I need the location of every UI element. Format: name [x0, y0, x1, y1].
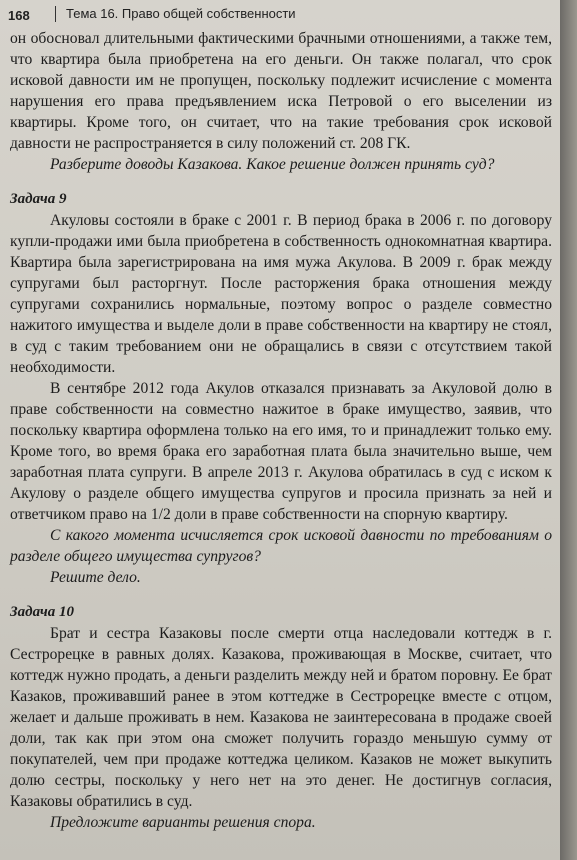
- task-9-title: Задача 9: [10, 191, 67, 207]
- spacer: [10, 588, 552, 602]
- task-10-question: Предложите варианты решения спора.: [50, 814, 316, 831]
- task-9-instruction: Решите дело.: [50, 569, 141, 586]
- intro-question: Разберите доводы Казакова. Какое решение должен принять суд?: [50, 156, 495, 173]
- page-body: [10, 28, 552, 833]
- page-number: 168: [8, 8, 30, 23]
- task-9-question: С какого момента исчисляется срок исковой давности по требованиям о разделе общего имущества супругов?: [10, 527, 552, 565]
- header-separator: [55, 6, 56, 22]
- task-9-paragraph-1: Акуловы состояли в браке с 2001 г. В период брака в 2006 г. по договору купли-продажи ими была приобретена в собственность однокомнатная квартира. Квартира была зарегистрирована на имя мужа Акулова. В 2009 г. брак между супругами был расторгнут. После расторжения брака отношения между супругами сохранились нормальные, поэтому вопрос о разделе совместно нажитого имущества и выделе доли в праве собственности на квартиру не стоял, в суд с таким требованием они не обращались в связи с отсутствием такой необходимости.: [10, 212, 552, 376]
- task-10-paragraph: Брат и сестра Казаковы после смерти отца наследовали коттедж в г. Сестрорецке в равных долях. Казакова, проживающая в Москве, считает, что коттедж нужно продать, а деньги разделить между ней и братом поровну. Ее брат Казаков, проживавший ранее в этом коттедже в Сестрорецке вместе с отцом, желает и дальше проживать в нем. Казакова не заинтересована в продаже своей доли, так как при этом она сможет получить гораздо меньшую сумму от покупателей, чем при продаже коттеджа целиком. Казаков не может выкупить долю сестры, поскольку у него нет на это денег. Не достигнув согласия, Казаковы обратились в суд.: [10, 625, 552, 810]
- task-9-paragraph-2: В сентябре 2012 года Акулов отказался признавать за Акуловой долю в праве собственности на совместно нажитое в браке имущество, заявив, что поскольку квартира оформлена только на его имя, то и принадлежит только ему. Кроме того, во время брака его заработная плата была значительно выше, чем заработная плата супруги. В апреле 2013 г. Акулова обратилась в суд с иском к Акулову о разделе общего имущества супругов и просила признать за ней и ответчиком право на 1/2 доли в праве собственности на спорную квартиру.: [10, 380, 552, 523]
- running-header: [0, 0, 560, 26]
- task-10-title: Задача 10: [10, 604, 74, 620]
- intro-paragraph: он обосновал длительными фактическими брачными отношениями, а также тем, что квартира была приобретена на его деньги. Он также полагал, что срок исковой давности им не пропущен, поскольку подлежит исчисление с момента нарушения его права предъявлением иска Петровой о его выселении из квартиры. Кроме того, он считает, что на такие требования срок исковой давности не распространяется в силу положений ст. 208 ГК.: [10, 30, 552, 152]
- adjacent-page-edge: [560, 0, 577, 860]
- spacer: [10, 175, 552, 189]
- chapter-title: Тема 16. Право общей собственности: [66, 6, 296, 21]
